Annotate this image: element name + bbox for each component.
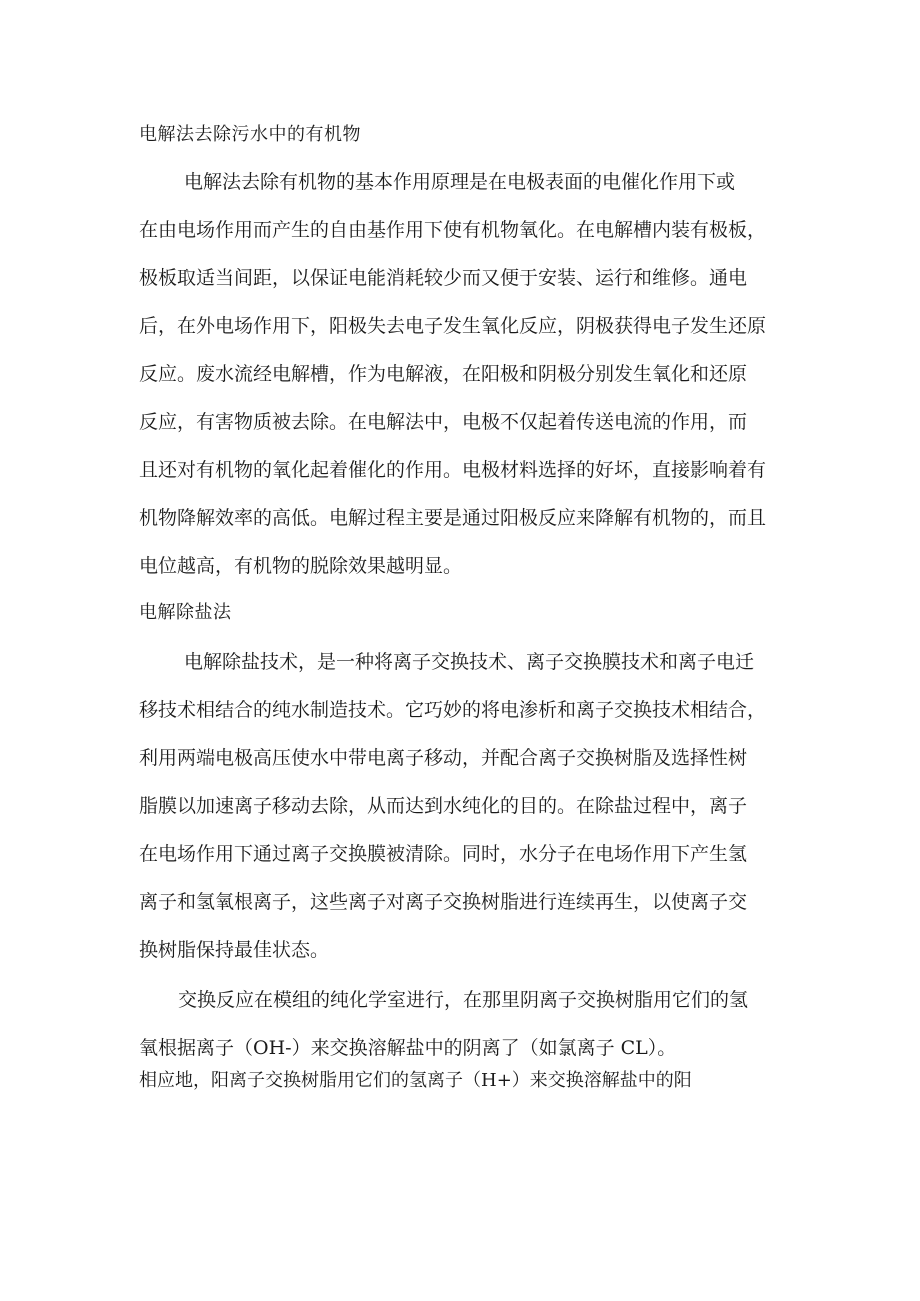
- paragraph-line: 反应，有害物质被去除。在电解法中，电极不仅起着传送电流的作用，而: [139, 411, 748, 433]
- paragraph-line: 后，在外电场作用下，阳极失去电子发生氧化反应，阴极获得电子发生还原: [139, 315, 767, 337]
- paragraph-line: 电位越高，有机物的脱除效果越明显。: [139, 555, 463, 577]
- paragraph-line: 移技术相结合的纯水制造技术。它巧妙的将电渗析和离子交换技术相结合，: [139, 699, 767, 721]
- paragraph-line: 氧根据离子（OH-）来交换溶解盐中的阴离了（如氯离子 CL）。: [139, 1037, 677, 1059]
- section-heading: 电解除盐法: [139, 602, 232, 623]
- paragraph-line: 利用两端电极高压使水中带电离子移动，并配合离子交换树脂及选择性树: [139, 747, 748, 769]
- section-heading: 电解法去除污水中的有机物: [139, 124, 361, 145]
- paragraph-line: 反应。废水流经电解槽，作为电解液，在阳极和阴极分别发生氧化和还原: [139, 363, 748, 385]
- paragraph-line: 交换反应在模组的纯化学室进行，在那里阴离子交换树脂用它们的氢: [178, 989, 749, 1011]
- paragraph-line: 且还对有机物的氧化起着催化的作用。电极材料选择的好坏，直接影响着有: [139, 459, 767, 481]
- paragraph-line: 机物降解效率的高低。电解过程主要是通过阳极反应来降解有机物的，而且: [139, 507, 767, 529]
- paragraph-line: 电解除盐技术，是一种将离子交换技术、离子交换膜技术和离子电迁: [184, 651, 755, 673]
- paragraph-line: 换树脂保持最佳状态。: [139, 939, 330, 961]
- paragraph-line: 离子和氢氧根离子，这些离子对离子交换树脂进行连续再生，以使离子交: [139, 891, 748, 913]
- paragraph-line: 电解法去除有机物的基本作用原理是在电极表面的电催化作用下或: [184, 171, 736, 193]
- paragraph-line: 在由电场作用而产生的自由基作用下使有机物氧化。在电解槽内装有极板，: [139, 219, 767, 241]
- paragraph-line: 在电场作用下通过离子交换膜被清除。同时，水分子在电场作用下产生氢: [139, 843, 748, 865]
- paragraph-line: 极板取适当间距，以保证电能消耗较少而又便于安装、运行和维修。通电: [139, 267, 748, 289]
- paragraph-line: 脂膜以加速离子移动去除，从而达到水纯化的目的。在除盐过程中，离子: [139, 795, 748, 817]
- paragraph-line: 相应地，阳离子交换树脂用它们的氢离子（H+）来交换溶解盐中的阳: [139, 1070, 692, 1091]
